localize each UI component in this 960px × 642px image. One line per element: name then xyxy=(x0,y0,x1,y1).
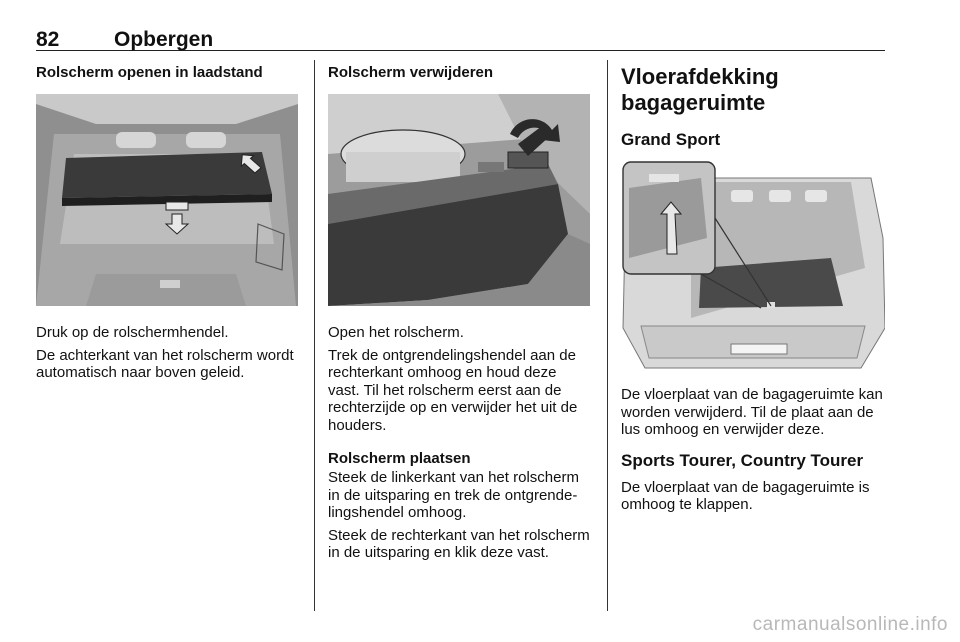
section-heading: Rolscherm verwijderen xyxy=(328,64,494,81)
section-heading: Rolscherm openen in laadstand xyxy=(36,64,263,81)
column-divider xyxy=(314,60,315,611)
body-text: De achterkant van het rolscherm wordt automatisch naar boven geleid. xyxy=(36,346,294,381)
watermark: carmanualsonline.info xyxy=(752,614,948,635)
illustration-floor-cover xyxy=(621,158,885,372)
section-heading: Rolscherm plaatsen xyxy=(328,450,471,467)
body-text: Steek de linkerkant van het rolscherm in de uitsparing en trek de ontgrende-lingshendel omhoog. xyxy=(328,469,579,521)
chapter-title: Opbergen xyxy=(114,28,214,51)
section-subtitle: Sports Tourer, Country Tourer xyxy=(621,450,864,470)
column-divider xyxy=(607,60,608,611)
column-left xyxy=(36,64,300,382)
illustration-cover-remove xyxy=(328,94,590,306)
body-text: Druk op de rolschermhendel. xyxy=(36,324,229,341)
illustration-cover-open xyxy=(36,94,298,306)
body-text: Open het rolscherm. xyxy=(328,324,464,341)
section-subtitle: Grand Sport xyxy=(621,130,721,149)
section-title: Vloerafdekking bagageruimte xyxy=(621,64,779,115)
body-text: De vloerplaat van de bagageruimte kan worden verwijderd. Til de plaat aan de lus omhoog en verwijder deze. xyxy=(621,386,883,438)
column-right xyxy=(621,64,887,514)
body-text: Trek de ontgrendelingshendel aan de rechterkant omhoog en houd deze vast. Til het rolscherm eerst aan de rechterzijde op en verwijder het uit de houders. xyxy=(328,346,578,434)
body-text: Steek de rechterkant van het rolscherm in de uitsparing en klik deze vast. xyxy=(328,526,590,561)
page-header xyxy=(36,28,885,51)
body-text: De vloerplaat van de bagageruimte is omhoog te klappen. xyxy=(621,478,870,513)
page-number: 82 xyxy=(36,28,60,51)
column-middle xyxy=(328,64,592,562)
